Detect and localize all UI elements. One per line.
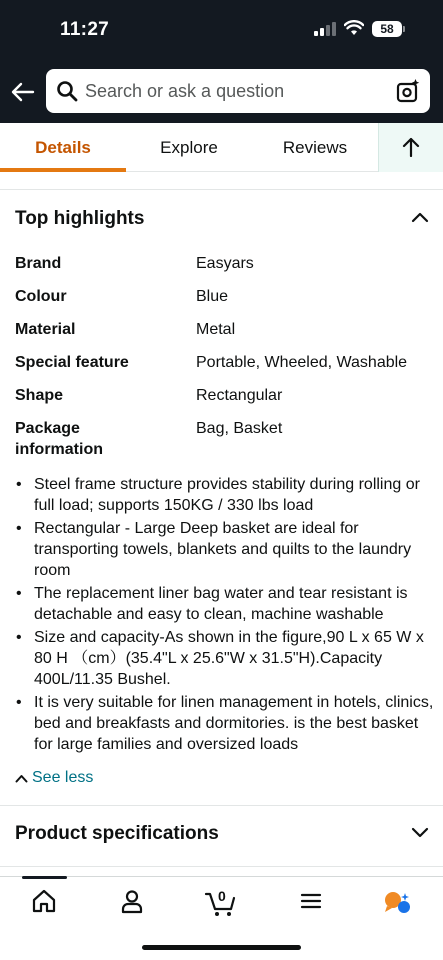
chevron-up-icon[interactable] [411, 211, 429, 223]
spec-value-special-feature: Portable, Wheeled, Washable [196, 354, 408, 371]
spec-label-package-information: Package information [15, 420, 103, 458]
spec-value-colour: Blue [196, 288, 229, 305]
spec-label-special-feature: Special feature [15, 354, 129, 371]
top-header [0, 0, 443, 123]
scroll-to-top-button[interactable] [378, 123, 443, 172]
list-item: • The replacement liner bag water and tear resistant is detachable and easy to clean, machine washable [15, 583, 435, 625]
list-item: • Rectangular - Large Deep basket are ideal for transporting towels, blankets and quilts to the laundry room [15, 518, 435, 581]
cart-count: 0 [218, 888, 226, 904]
product-specifications-title[interactable]: Product specifications [15, 823, 219, 844]
product-tabs [0, 123, 443, 172]
search-icon [56, 80, 78, 102]
tab-details[interactable]: Details [35, 138, 91, 157]
battery-indicator: 58 [372, 21, 402, 37]
rufus-assistant-icon[interactable] [383, 888, 413, 916]
see-less-label: See less [32, 769, 94, 786]
section-divider [0, 866, 443, 867]
chevron-down-icon[interactable] [411, 827, 429, 839]
search-placeholder: Search or ask a question [85, 81, 285, 101]
highlights-bullet-list [15, 474, 435, 757]
home-indicator [142, 945, 301, 950]
spec-value-brand: Easyars [196, 255, 254, 272]
battery-tip [403, 26, 405, 32]
section-divider [0, 805, 443, 806]
wifi-icon [344, 20, 364, 36]
spec-value-shape: Rectangular [196, 387, 283, 404]
active-tab-indicator [0, 168, 126, 172]
list-item: • Size and capacity-As shown in the figure,90 L x 65 W x 80 H （cm）(35.4"L x 25.6"W x 31.5"H).Capacity 400L/11.35 Bushel. [15, 627, 435, 690]
camera-lens-icon[interactable] [396, 78, 420, 104]
list-item: • Steel frame structure provides stability during rolling or full load; supports 150KG / 330 lbs load [15, 474, 435, 516]
spec-label-colour: Colour [15, 288, 67, 305]
spec-value-material: Metal [196, 321, 236, 338]
spec-label-brand: Brand [15, 255, 62, 272]
spec-label-shape: Shape [15, 387, 64, 404]
search-input[interactable] [46, 69, 430, 113]
list-item: • It is very suitable for linen management in hotels, clinics, bed and breakfasts and dormitories. is the best basket for large families and oversized loads [15, 692, 435, 755]
tab-explore[interactable]: Explore [160, 138, 218, 157]
spec-label-material: Material [15, 321, 76, 338]
active-nav-indicator [22, 876, 67, 879]
home-icon[interactable] [31, 888, 57, 914]
cart-button[interactable] [204, 888, 238, 918]
spec-value-package-information: Bag, Basket [196, 420, 283, 437]
arrow-up-icon [402, 137, 420, 157]
cellular-signal-icon [314, 22, 338, 36]
status-time: 11:27 [60, 19, 110, 40]
tab-reviews[interactable]: Reviews [282, 138, 348, 157]
section-divider [0, 189, 443, 190]
chevron-up-icon [15, 774, 28, 783]
top-highlights-title: Top highlights [15, 208, 145, 229]
account-icon[interactable] [119, 888, 145, 914]
back-arrow-icon[interactable] [10, 79, 36, 105]
menu-icon[interactable] [298, 888, 324, 914]
